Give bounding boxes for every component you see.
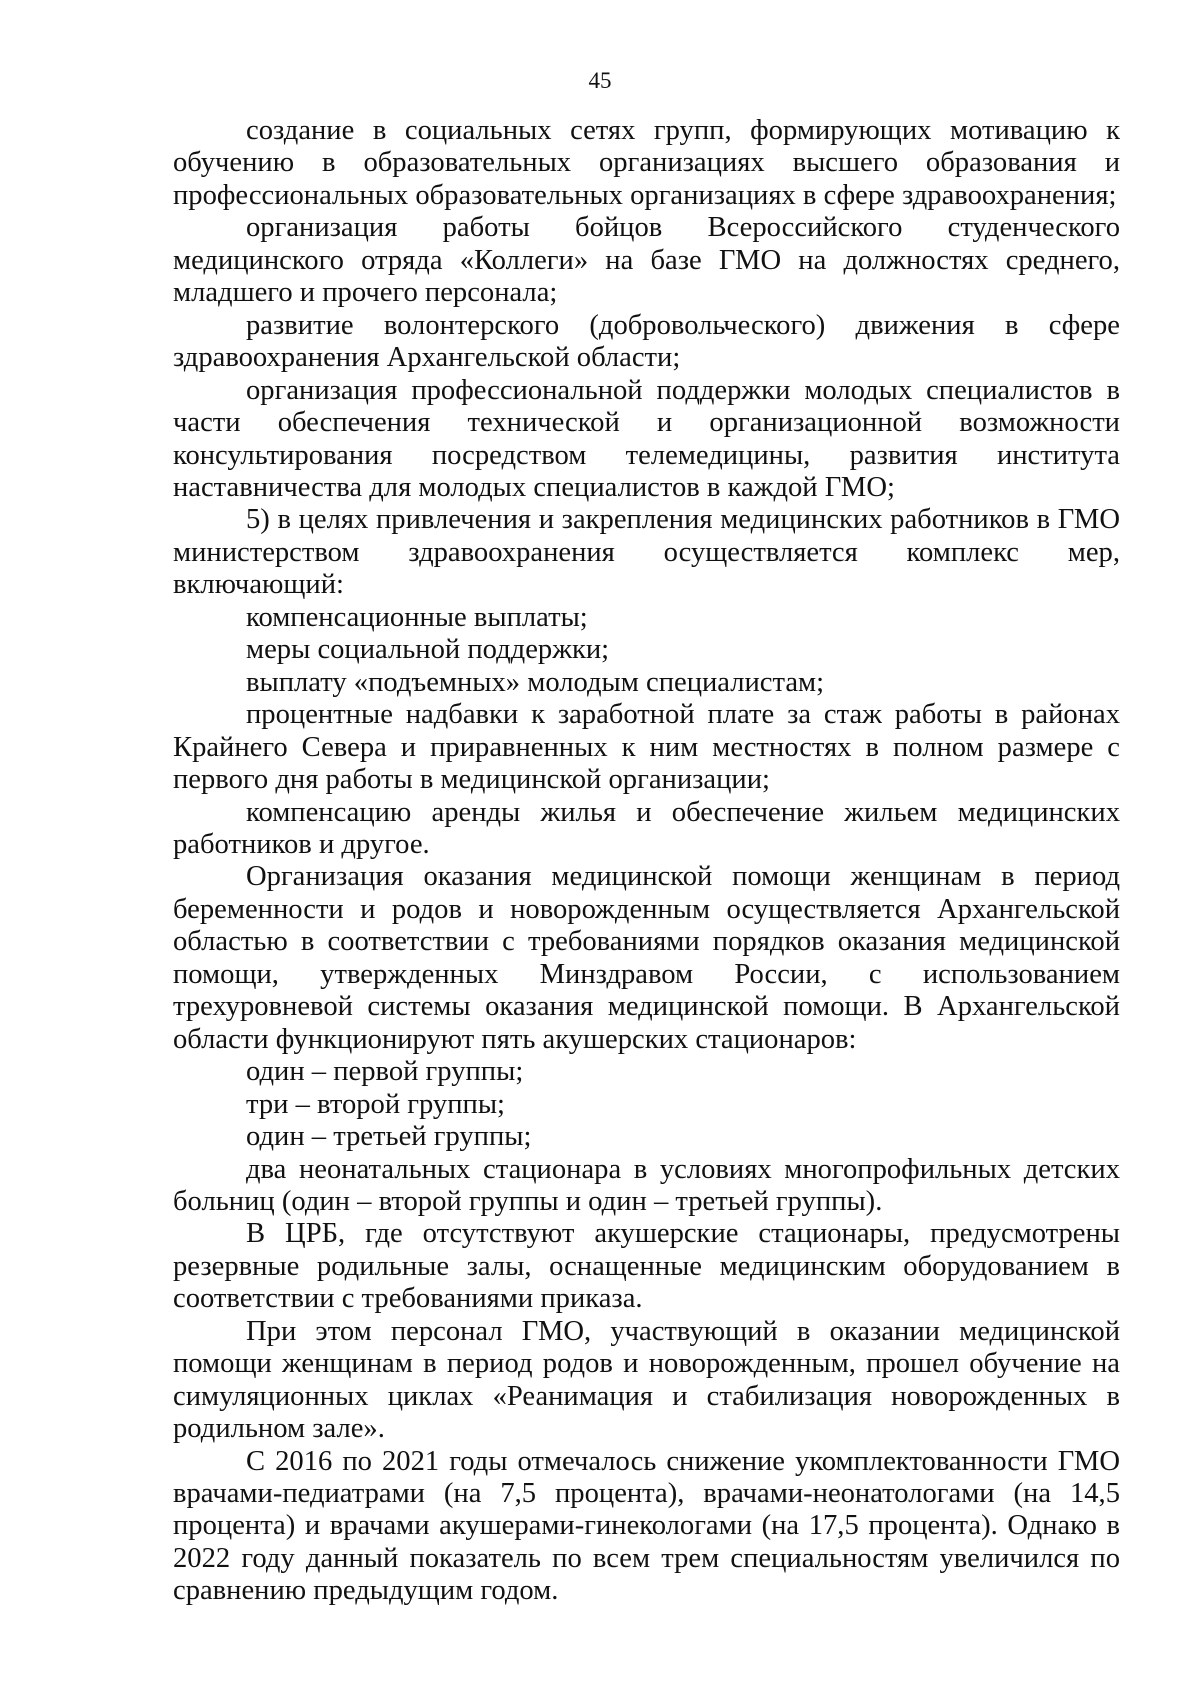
list-item-neonatal-hospitals: два неонатальных стационара в условиях многопрофильных детских больниц (один – второй группы и один – третьей группы). (173, 1153, 1120, 1217)
paragraph-volunteer-movement: развитие волонтерского (добровольческого) движения в сфере здравоохранения Архангельской области; (173, 309, 1120, 374)
list-item-first-group: один – первой группы; (246, 1056, 524, 1088)
paragraph-simulation-training: При этом персонал ГМО, участвующий в оказании медицинской помощи женщинам в период родов и новорожденным, прошел обучение на симуляционных циклах «Реанимация и стабилизация новорожденных в родильном зале». (173, 1315, 1120, 1445)
list-item-northern-allowances: процентные надбавки к заработной плате за стаж работы в районах Крайнего Севера и приравненных к ним местностях в полном размере с первого дня работы в медицинской организации; (173, 699, 1120, 796)
paragraph-young-specialists-support: организация профессиональной поддержки молодых специалистов в части обеспечения технической и организационной возможности консультирования посредством телемедицины, развития института наставничества для молодых специалистов в каждой ГМО; (173, 374, 1120, 503)
paragraph-student-squad: организация работы бойцов Всероссийского студенческого медицинского отряда «Коллеги» на базе ГМО на должностях среднего, младшего и прочего персонала; (173, 212, 1120, 309)
list-item-compensation-payments: компенсационные выплаты; (246, 601, 588, 633)
paragraph-staffing-dynamics: С 2016 по 2021 годы отмечалось снижение укомплектованности ГМО врачами-педиатрами (на 7,5 процента), врачами-неонатологами (на 14,5 процента) и врачами акушерами-гинекологами (на 17,5 процента). Однако в 2022 году данный показатель по всем трем специальностям увеличился по сравнению предыдущим годом. (173, 1445, 1120, 1607)
paragraph-reserve-birth-rooms: В ЦРБ, где отсутствуют акушерские стационары, предусмотрены резервные родильные залы, оснащенные медицинским оборудованием в соответствии с требованиями приказа. (173, 1218, 1120, 1315)
list-item-relocation-payments: выплату «подъемных» молодым специалистам; (246, 666, 825, 698)
list-item-social-support: меры социальной поддержки; (246, 634, 610, 666)
paragraph-retention-measures: 5) в целях привлечения и закрепления медицинских работников в ГМО министерством здравоохранения осуществляется комплекс мер, включающий: (173, 504, 1120, 601)
paragraph-social-groups: создание в социальных сетях групп, формирующих мотивацию к обучению в образовательных организациях высшего образования и профессиональных образовательных организациях в сфере здравоохранения; (173, 115, 1120, 211)
page-number: 45 (588, 68, 612, 93)
list-item-second-group: три – второй группы; (246, 1088, 505, 1120)
document-body (173, 115, 1120, 1608)
list-item-housing-compensation: компенсацию аренды жилья и обеспечение жильем медицинских работников и другое. (173, 796, 1120, 860)
paragraph-maternity-care: Организация оказания медицинской помощи женщинам в период беременности и родов и новорожденным осуществляется Архангельской областью в соответствии с требованиями порядков оказания медицинской помощи, утвержденных Минздравом России, с использованием трехуровневой системы оказания медицинской помощи. В Архангельской области функционируют пять акушерских стационаров: (173, 861, 1120, 1055)
list-item-third-group: один – третьей группы; (246, 1121, 532, 1153)
